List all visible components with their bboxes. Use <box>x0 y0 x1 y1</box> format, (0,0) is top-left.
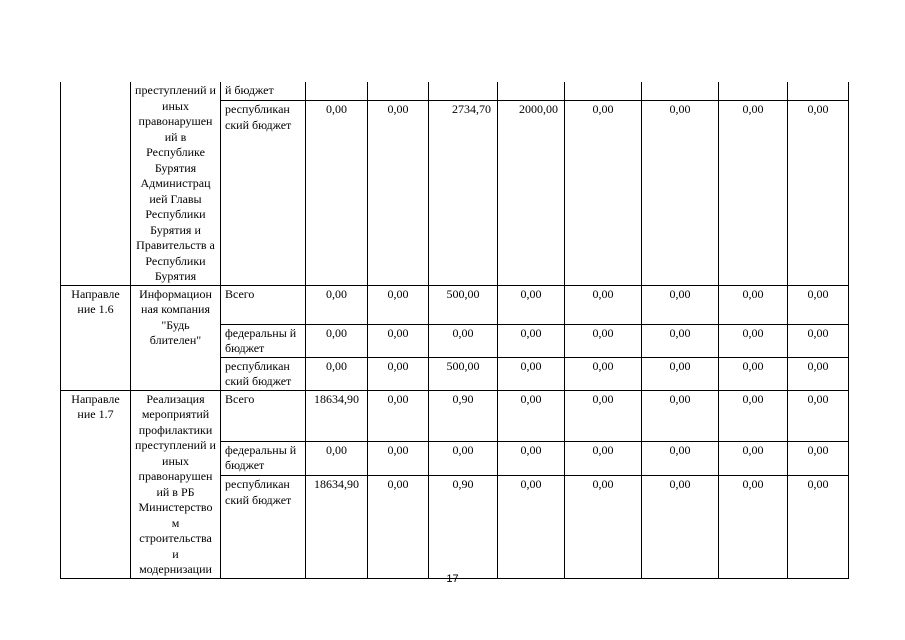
value-cell: 0,00 <box>498 476 565 578</box>
value-cell: 0,00 <box>788 441 849 475</box>
value-cell: 0,00 <box>565 285 642 324</box>
value-cell: 0,00 <box>498 285 565 324</box>
value-cell: 0,00 <box>306 285 368 324</box>
value-cell: 0,00 <box>429 324 498 357</box>
value-cell: 0,00 <box>788 101 849 285</box>
value-cell <box>306 82 368 101</box>
value-cell: 0,00 <box>368 285 429 324</box>
value-cell: 500,00 <box>429 357 498 390</box>
direction-code-cell: Направле ние 1.6 <box>61 285 131 390</box>
value-cell: 0,00 <box>368 357 429 390</box>
value-cell: 0,00 <box>368 324 429 357</box>
value-cell: 0,00 <box>565 441 642 475</box>
value-cell: 0,90 <box>429 390 498 441</box>
value-cell: 0,00 <box>719 101 788 285</box>
value-cell: 0,00 <box>642 357 719 390</box>
value-cell: 0,00 <box>368 441 429 475</box>
value-cell: 0,00 <box>498 357 565 390</box>
value-cell <box>565 82 642 101</box>
value-cell: 0,00 <box>306 357 368 390</box>
value-cell: 0,00 <box>642 324 719 357</box>
value-cell: 0,00 <box>719 357 788 390</box>
value-cell: 0,00 <box>368 390 429 441</box>
value-cell: 2734,70 <box>429 101 498 285</box>
value-cell: 0,00 <box>719 324 788 357</box>
budget-table <box>60 82 849 579</box>
funding-source-cell: й бюджет <box>221 82 306 101</box>
value-cell: 0,00 <box>565 390 642 441</box>
event-name-cell: Реализация мероприятий профилактики преступлений и иных правонарушен ий в РБ Министерство м строительства и модернизации <box>131 390 221 578</box>
value-cell: 0,00 <box>642 476 719 578</box>
value-cell: 0,00 <box>306 101 368 285</box>
value-cell: 0,00 <box>306 441 368 475</box>
table-row <box>61 285 849 324</box>
funding-source-cell: Всего <box>221 390 306 441</box>
value-cell <box>788 82 849 101</box>
value-cell: 0,00 <box>368 476 429 578</box>
event-name-cell: Информацион ная компания "Будь блителен" <box>131 285 221 390</box>
value-cell: 0,00 <box>642 390 719 441</box>
value-cell: 0,00 <box>565 357 642 390</box>
value-cell: 500,00 <box>429 285 498 324</box>
event-name-cell: преступлений и иных правонарушен ий в Республике Бурятия Администрац ией Главы Республики Бурятия и Правительств а Республики Бурятия <box>131 82 221 285</box>
value-cell: 0,00 <box>498 324 565 357</box>
value-cell: 0,00 <box>642 441 719 475</box>
value-cell: 0,00 <box>788 324 849 357</box>
value-cell: 0,00 <box>306 324 368 357</box>
value-cell: 0,00 <box>719 476 788 578</box>
value-cell <box>642 82 719 101</box>
funding-source-cell: республикан ский бюджет <box>221 357 306 390</box>
value-cell: 0,00 <box>368 101 429 285</box>
funding-source-cell: республикан ский бюджет <box>221 476 306 578</box>
value-cell <box>368 82 429 101</box>
table-row <box>61 82 849 101</box>
value-cell: 0,00 <box>642 101 719 285</box>
funding-source-cell: республикан ский бюджет <box>221 101 306 285</box>
value-cell: 0,00 <box>429 441 498 475</box>
value-cell: 0,00 <box>719 390 788 441</box>
direction-code-cell <box>61 82 131 285</box>
direction-code-cell: Направле ние 1.7 <box>61 390 131 578</box>
value-cell: 18634,90 <box>306 390 368 441</box>
value-cell: 0,00 <box>498 390 565 441</box>
value-cell: 0,00 <box>788 390 849 441</box>
value-cell <box>498 82 565 101</box>
table-row <box>61 390 849 441</box>
value-cell: 0,00 <box>565 101 642 285</box>
value-cell: 0,00 <box>719 441 788 475</box>
page-number: 17 <box>446 573 459 585</box>
value-cell <box>429 82 498 101</box>
value-cell: 0,00 <box>788 357 849 390</box>
value-cell <box>719 82 788 101</box>
value-cell: 18634,90 <box>306 476 368 578</box>
value-cell: 0,00 <box>719 285 788 324</box>
value-cell: 0,00 <box>565 476 642 578</box>
value-cell: 0,00 <box>642 285 719 324</box>
value-cell: 0,00 <box>498 441 565 475</box>
value-cell: 2000,00 <box>498 101 565 285</box>
value-cell: 0,00 <box>788 285 849 324</box>
value-cell: 0,00 <box>788 476 849 578</box>
value-cell: 0,00 <box>565 324 642 357</box>
funding-source-cell: Всего <box>221 285 306 324</box>
funding-source-cell: федеральны й бюджет <box>221 324 306 357</box>
value-cell: 0,90 <box>429 476 498 578</box>
funding-source-cell: федеральны й бюджет <box>221 441 306 475</box>
